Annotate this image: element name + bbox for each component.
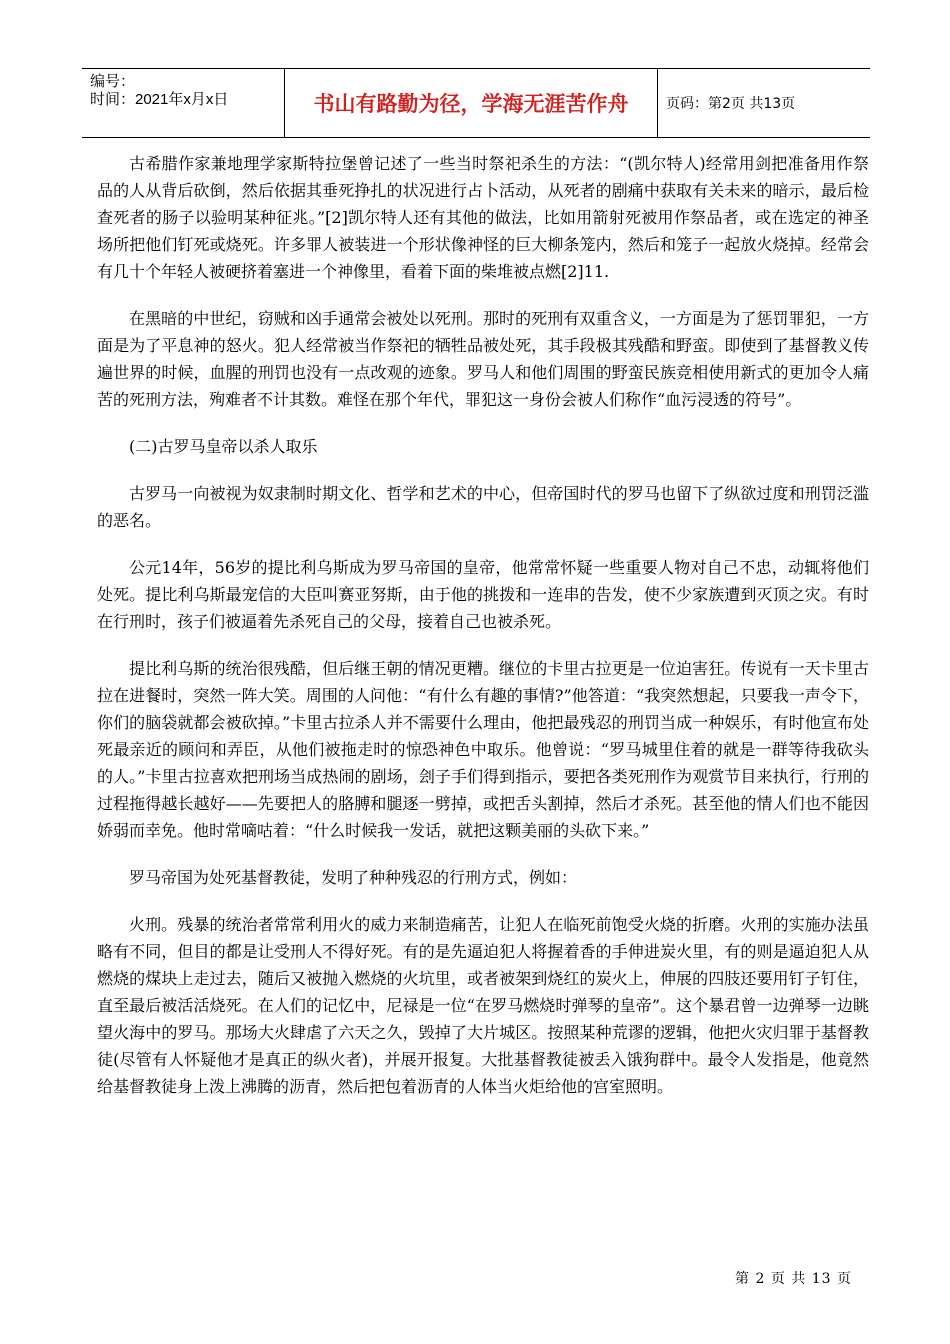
document-body — [97, 150, 869, 1120]
page-header — [82, 68, 870, 138]
paragraph: 公元14年，56岁的提比利乌斯成为罗马帝国的皇帝，他常常怀疑一些重要人物对自己不忠，动辄将他们处死。提比利乌斯最宠信的大臣叫赛亚努斯，由于他的挑拨和一连串的告发，使不少家族遭到灭顶之灾。有时在行刑时，孩子们被逼着先杀死自己的父母，接着自己也被杀死。 — [97, 558, 869, 631]
paragraph: 在黑暗的中世纪，窃贼和凶手通常会被处以死刑。那时的死刑有双重含义，一方面是为了惩罚罪犯，一方面是为了平息神的怒火。犯人经常被当作祭祀的牺牲品被处死，其手段极其残酷和野蛮。即使到了基督教义传遍世界的时候，血腥的刑罚也没有一点改观的迹象。罗马人和他们周围的野蛮民族竞相使用新式的更加令人痛苦的死刑方法，殉难者不计其数。难怪在那个年代，罪犯这一身份会被人们称作“血污浸透的符号”。 — [97, 309, 869, 409]
paragraph: 提比利乌斯的统治很残酷，但后继王朝的情况更糟。继位的卡里古拉更是一位迫害狂。传说有一天卡里古拉在进餐时，突然一阵大笑。周围的人问他：“有什么有趣的事情?”他答道：“我突然想起，只要我一声令下，你们的脑袋就都会被砍掉。”卡里古拉杀人并不需要什么理由，他把最残忍的刑罚当成一种娱乐，有时他宣布处死最亲近的顾问和弄臣，从他们被拖走时的惊恐神色中取乐。他曾说：“罗马城里住着的就是一群等待我砍头的人。”卡里古拉喜欢把刑场当成热闹的剧场，刽子手们得到指示，要把各类死刑作为观赏节目来执行，行刑的过程拖得越长越好——先要把人的胳膊和腿逐一劈掉，或把舌头割掉，然后才杀死。甚至他的情人们也不能因娇弱而幸免。他时常嘀咕着：“什么时候我一发话，就把这颗美丽的头砍下来。” — [97, 659, 869, 840]
page-footer: 第 2 页 共 13 页 — [735, 1271, 852, 1287]
paragraph: 火刑。残暴的统治者常常利用火的威力来制造痛苦，让犯人在临死前饱受火烧的折磨。火刑的实施办法虽略有不同，但目的都是让受刑人不得好死。有的是先逼迫犯人将握着香的手伸进炭火里，有的则是逼迫犯人从燃烧的煤块上走过去，随后又被抛入燃烧的火坑里，或者被架到烧红的炭火上，伸展的四肢还要用钉子钉住，直至最后被活活烧死。在人们的记忆中，尼禄是一位“在罗马燃烧时弹琴的皇帝”。这个暴君曾一边弹琴一边眺望火海中的罗马。那场大火肆虐了六天之久，毁掉了大片城区。按照某种荒谬的逻辑，他把火灾归罪于基督教徒(尽管有人怀疑他才是真正的纵火者)，并展开报复。大批基督教徒被丢入饿狗群中。最令人发指是，他竟然给基督教徒身上泼上沸腾的沥青，然后把包着沥青的人体当火炬给他的宫室照明。 — [97, 915, 869, 1096]
paragraph: 古希腊作家兼地理学家斯特拉堡曾记述了一些当时祭祀杀生的方法：“(凯尔特人)经常用剑把准备用作祭品的人从背后砍倒，然后依据其垂死挣扎的状况进行占卜活动，从死者的剧痛中获取有关未来的暗示，最后检查死者的肠子以验明某种征兆。”[2]凯尔特人还有其他的做法，比如用箭射死被用作祭品者，或在选定的神圣场所把他们钉死或烧死。许多罪人被装进一个形状像神怪的巨大柳条笼内，然后和笼子一起放火烧掉。经常会有几十个年轻人被硬挤着塞进一个神像里，看着下面的柴堆被点燃[2]11. — [97, 154, 869, 281]
paragraph: 古罗马一向被视为奴隶制时期文化、哲学和艺术的中心，但帝国时代的罗马也留下了纵欲过度和刑罚泛滥的恶名。 — [97, 484, 869, 530]
header-page-info: 页码：第2页 共13页 — [666, 96, 796, 112]
time-label: 时间：2021年x月x日 — [90, 91, 229, 108]
header-motto: 书山有路勤为径，学海无涯苦作舟 — [285, 69, 658, 137]
section-heading: (二)古罗马皇帝以杀人取乐 — [129, 437, 318, 456]
number-label: 编号： — [90, 73, 136, 90]
paragraph: 罗马帝国为处死基督教徒，发明了种种残忍的行刑方式，例如： — [129, 868, 578, 887]
header-meta — [82, 69, 285, 137]
